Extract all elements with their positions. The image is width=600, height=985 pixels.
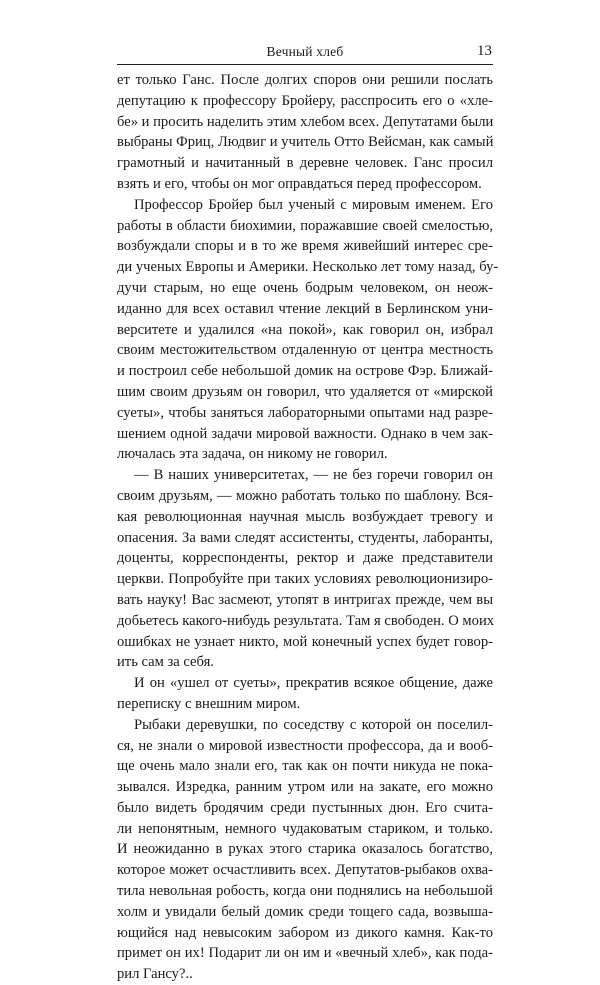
paragraph-5 bbox=[117, 715, 493, 985]
text-line: ет только Ганс. После долгих споров они решили послать bbox=[117, 72, 493, 88]
text-line: зывался. Изредка, ранним утром или на закате, его можно bbox=[117, 779, 493, 796]
paragraph-4 bbox=[117, 673, 493, 715]
paragraph-3 bbox=[117, 465, 493, 673]
page-header bbox=[117, 42, 493, 65]
text-line: церкви. Попробуйте при таких условиях революционизиро- bbox=[117, 571, 493, 588]
text-line: взять и его, чтобы он мог оправдаться перед профессором. bbox=[117, 175, 482, 192]
text-line: работы в области биохимии, поражавшие своей смелостью, bbox=[117, 217, 493, 234]
text-line: было видеть бродячим среди пустынных дюн. Его счита- bbox=[117, 799, 493, 816]
paragraph-1 bbox=[117, 70, 493, 195]
text-line: вать науку! Вас засмеют, утопят в интригах прежде, чем вы bbox=[117, 591, 493, 608]
text-line: тила невольная робость, когда они поднялись на небольшой bbox=[117, 883, 493, 900]
text-line: дучи старым, но еще очень бодрым человеком, он неож- bbox=[117, 279, 493, 296]
text-line: ди ученых Европы и Америки. Несколько лет тому назад, бу- bbox=[117, 259, 499, 276]
text-line: доценты, корреспонденты, ректор и даже представители bbox=[117, 550, 493, 567]
text-line: — В наших университетах, — не без горечи говорил он bbox=[134, 467, 493, 484]
text-line: ли непонятным, немного чудаковатым стариком, и только. bbox=[117, 820, 493, 837]
text-line: И он «ушел от суеты», прекратив всякое общение, даже bbox=[134, 675, 493, 692]
text-line: ить сам за себя. bbox=[117, 654, 214, 671]
text-line: опасения. За вами следят ассистенты, студенты, лаборанты, bbox=[117, 529, 493, 546]
running-title: Вечный хлеб bbox=[266, 44, 344, 59]
page-number: 13 bbox=[477, 43, 492, 59]
text-line: ошибках не узнает никто, мой конечный успех будет говор- bbox=[117, 633, 493, 650]
text-line: иданно для всех оставил чтение лекций в Берлинском уни- bbox=[117, 300, 493, 317]
text-line: своим друзьям, — можно работать только по шаблону. Вся- bbox=[117, 487, 493, 504]
text-line: выбраны Фриц, Людвиг и учитель Отто Вейсман, как самый bbox=[117, 134, 494, 151]
text-line: Профессор Бройер был ученый с мировым именем. Его bbox=[134, 196, 493, 213]
text-line: кая революционная научная мысль возбуждает тревогу и bbox=[117, 508, 493, 525]
text-line: которое может осчастливить всех. Депутатов-рыбаков охва- bbox=[117, 862, 493, 879]
text-line: шим своим друзьям он говорил, что удаляется от «мирской bbox=[117, 383, 493, 400]
text-line: шением одной задачи мировой важности. Однако в чем зак- bbox=[117, 425, 493, 442]
text-line: возбуждали споры и в то же время живейший интерес сре- bbox=[117, 238, 493, 255]
text-line: И неожиданно в руках этого старика оказалось богатство, bbox=[117, 841, 493, 858]
text-line: переписку с внешним миром. bbox=[117, 695, 301, 712]
text-line: грамотный и начитанный в деревне человек. Ганс просил bbox=[117, 155, 493, 172]
text-line: примет он их! Подарит ли он им и «вечный хлеб», как пода- bbox=[117, 945, 493, 962]
text-line: депутацию к профессору Бройеру, расспросить его о «хле- bbox=[117, 92, 493, 109]
text-line: бе» и просить наделить этим хлебом всех. Депутатами были bbox=[117, 113, 494, 130]
text-line: рил Гансу?.. bbox=[117, 966, 193, 983]
text-line: ющийся над невысоким забором из дикого камня. Как-то bbox=[117, 924, 493, 941]
text-line: и построил себе небольшой домик на острове Фэр. Ближай- bbox=[117, 363, 493, 380]
text-line: верситете и удалился «на покой», как говорил он, избрал bbox=[117, 321, 493, 338]
text-line: Рыбаки деревушки, по соседству с которой он поселил- bbox=[134, 716, 493, 733]
text-line: суеты», чтобы заняться лабораторными опытами над разре- bbox=[117, 404, 493, 421]
paragraph-2 bbox=[117, 195, 499, 465]
text-line: ся, не знали о мировой известности профессора, да и вооб- bbox=[117, 737, 493, 754]
text-line: холм и увидали белый домик среди тощего сада, возвыша- bbox=[117, 903, 493, 920]
text-line: своим местожительством отдаленную от центра местность bbox=[117, 342, 493, 359]
text-line: лючалась эта задача, он никому не говорил. bbox=[117, 446, 388, 463]
text-line: ще очень мало знали его, так как он почти никуда не пока- bbox=[117, 758, 493, 775]
text-line: добьетесь какого-нибудь результата. Там я свободен. О моих bbox=[117, 612, 495, 629]
text-body bbox=[117, 70, 499, 985]
